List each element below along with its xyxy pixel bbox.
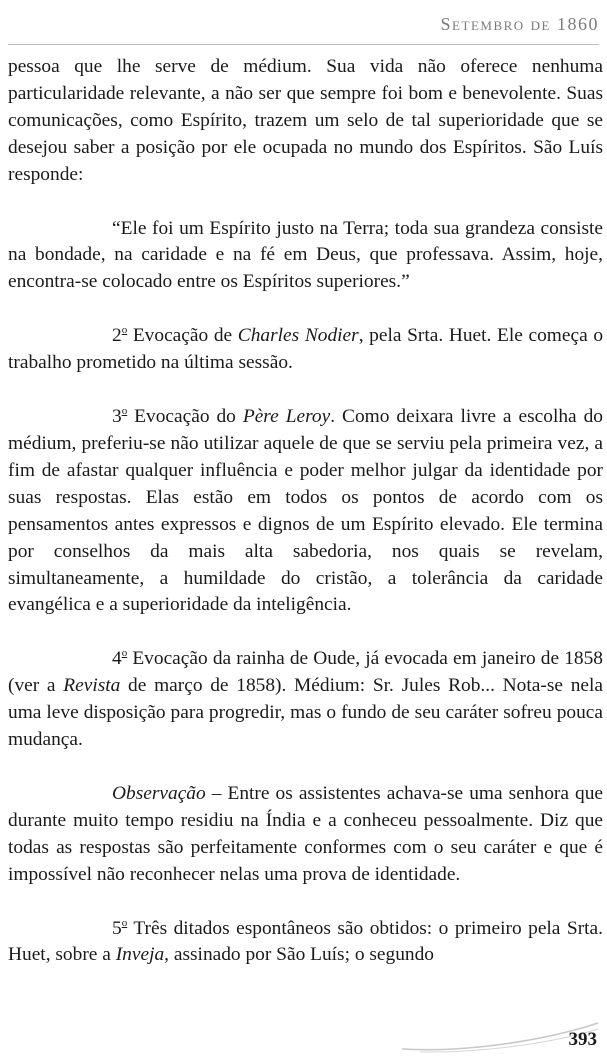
page-body bbox=[8, 54, 603, 969]
quoted-answer: “Ele foi um Espírito justo na Terra; toda sua grandeza consiste na bondade, na caridade e na fé em Deus, que professava. Assim, hoje, encontra-se colocado entre os Espíritos superiores.” bbox=[8, 217, 603, 293]
page-number: 393 bbox=[568, 1029, 597, 1050]
paragraph-item-2: 2$^o$ Evocação de Charles Nodier, pela Srta. Huet. Ele começa o trabalho prometido na última sessão. bbox=[8, 324, 604, 374]
italic-title: Revista bbox=[63, 675, 121, 697]
paragraph-item-4: 4$^o$ Evocação da rainha de Oude, já evocada em janeiro de 1858 (ver a Revista de março de 1858). Médium: Sr. Jules Rob... Nota-se nela uma leve disposição para progredir, mas o fundo de seu caráter sofreu pouca mudança. bbox=[8, 647, 603, 751]
italic-name: Père Leroy bbox=[242, 406, 331, 428]
italic-title: Inveja bbox=[115, 944, 165, 966]
italic-name: Charles Nodier bbox=[237, 325, 359, 347]
paragraph-continuation: pessoa que lhe serve de médium. Sua vida não oferece nenhuma particularidade relevante, a não ser que sempre foi bom e benevolente. Suas comunicações, como Espírito, trazem um selo de tal superioridade que se desejou saber a posição por ele ocupada no mundo dos Espíritos. São Luís responde: bbox=[8, 56, 603, 185]
item-number: 5 bbox=[112, 917, 122, 939]
paragraph-observation: Observação – Entre os assistentes achava-se uma senhora que durante muito tempo residiu na Índia e a conheceu pessoalmente. Diz que todas as respostas são perfeitamente conformes com o seu caráter e que é impossível não reconhecer nelas uma prova de identidade. bbox=[8, 782, 603, 885]
ordinal-mark: o bbox=[121, 647, 128, 660]
italic-label: Observação bbox=[112, 782, 206, 804]
paragraph-item-3: 3$^o$ Evocação do Père Leroy. Como deixara livre a escolha do médium, preferiu-se não utilizar aquele de que se serviu pela primeira vez, a fim de afastar qualquer influência e poder melhor julgar da identidade por suas respostas. Elas estão em todos os pontos de acordo com os pensamentos antes expressos e dignos de um Espírito elevado. Ele termina por conselhos da mais alta sabedoria, nos quais se revelam, simultaneamente, a humildade do cristão, a tolerância da caridade evangélica e a superioridade da inteligência. bbox=[8, 405, 604, 616]
item-number: 3 bbox=[112, 406, 122, 428]
ordinal-mark: o bbox=[121, 324, 128, 337]
paragraph-item-5: 5$^o$ Três ditados espontâneos são obtidos: o primeiro pela Srta. Huet, sobre a Inveja, assinado por São Luís; o segundo bbox=[8, 916, 603, 966]
ordinal-mark: o bbox=[121, 405, 128, 418]
header-divider bbox=[8, 44, 599, 45]
item-number: 4 bbox=[112, 648, 122, 670]
ordinal-mark: o bbox=[121, 916, 128, 929]
item-number: 2 bbox=[112, 325, 122, 347]
running-header: Setembro de 1860 bbox=[440, 14, 599, 34]
